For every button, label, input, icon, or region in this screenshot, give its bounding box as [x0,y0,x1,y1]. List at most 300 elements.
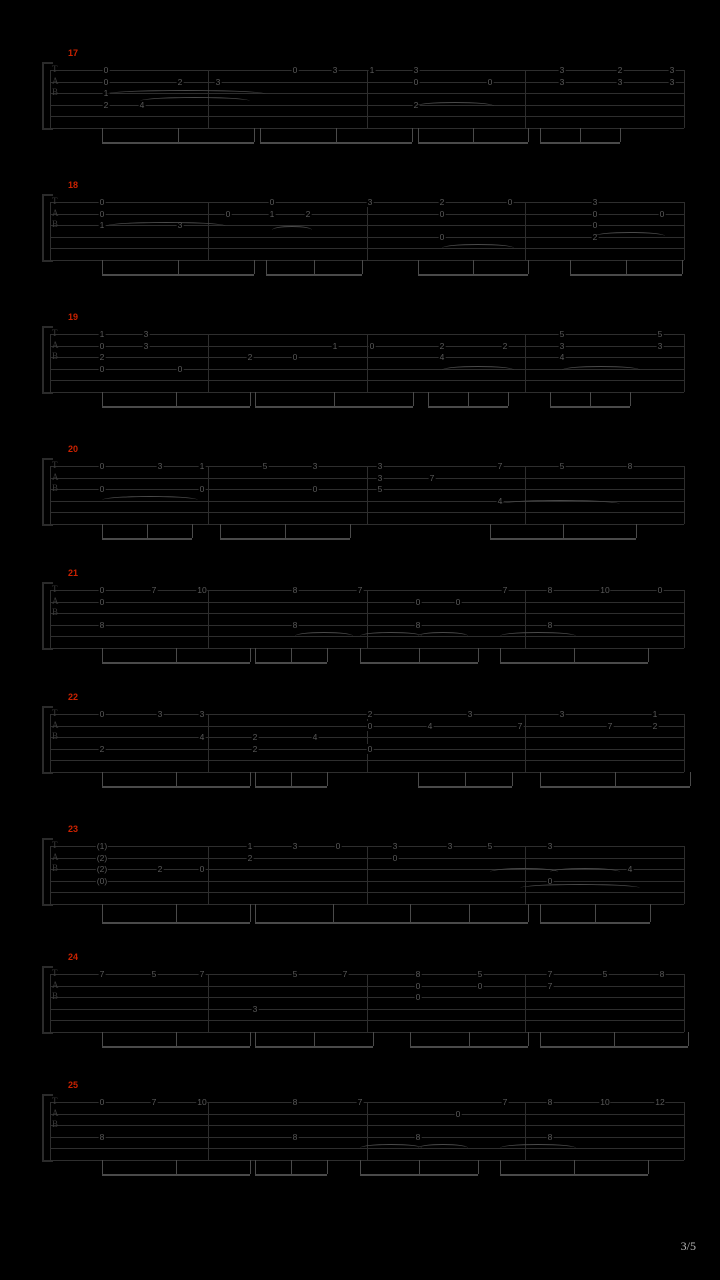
tab-note: 3 [559,340,565,351]
barline [684,1102,685,1160]
stem [250,904,251,923]
tab-clef-letter: B [52,1119,59,1129]
tab-note: 3 [559,76,565,87]
tab-note: 7 [502,585,508,595]
barline [50,590,51,648]
stem [528,904,529,923]
barline [367,70,368,128]
slur [102,496,198,504]
tab-note: 0 [99,363,105,374]
tab-note: 2 [252,732,258,742]
slur [416,102,494,110]
measure-number: 25 [68,1080,79,1090]
tab-note: 7 [607,720,613,731]
tab-note: 1 [99,220,105,230]
beam [418,142,528,144]
slur [490,868,558,876]
beam [255,1174,327,1176]
barline [50,974,51,1032]
tab-note: 2 [439,197,445,207]
tab-note: 8 [659,969,665,979]
tab-clef-letter: T [52,708,58,718]
tab-note: 3 [312,461,318,471]
tab-note: 7 [497,461,503,471]
barline [50,202,51,260]
beam [102,662,250,664]
tab-note: 0 [292,65,298,75]
measure-number: 21 [68,568,79,578]
tab-note: 0 [103,76,109,87]
stem [333,904,334,923]
stem [418,260,419,275]
tab-note: 3 [657,340,663,351]
tab-note: 4 [627,864,633,874]
tab-clef [52,708,62,768]
tab-note: 0 [99,461,105,471]
tab-note: 3 [447,841,453,851]
beam [102,786,250,788]
tab-note: 8 [292,619,298,630]
stem [102,524,103,539]
beam [418,274,528,276]
stem [550,392,551,407]
tab-note: 7 [547,969,553,979]
tab-system [36,692,684,802]
stem [176,904,177,923]
tab-note: 8 [547,1131,553,1142]
stem [574,648,575,663]
tab-clef-letter: T [52,196,58,206]
tab-note: 3 [617,76,623,87]
tab-note: 5 [602,969,608,979]
stem [291,772,292,787]
tab-note: 3 [377,472,383,483]
measure-number: 24 [68,952,79,962]
beam [102,1174,250,1176]
stem [410,904,411,923]
slur [418,1144,468,1152]
beam [266,274,362,276]
tab-note: 0 [477,980,483,991]
tab-note: (0) [96,875,108,886]
stem [512,772,513,787]
tab-note: 2 [592,231,598,242]
tab-note: 3 [177,220,183,230]
stem [178,128,179,143]
stem [473,128,474,143]
tab-note: 0 [415,992,421,1002]
beam [260,142,412,144]
tab-note: 0 [413,76,419,87]
tab-note: 0 [99,484,105,494]
tab-clef-letter: B [52,607,59,617]
beam [360,1174,478,1176]
tab-note: 0 [592,220,598,230]
barline [208,202,209,260]
beam [428,406,508,408]
tab-note: 8 [415,969,421,979]
tab-clef-letter: B [52,219,59,229]
barline [367,590,368,648]
barline [50,846,51,904]
tab-note: 3 [215,76,221,87]
tab-note: 3 [157,709,163,719]
tab-note: 7 [342,969,348,979]
stem [412,128,413,143]
tab-note: 7 [151,1097,157,1107]
tab-staff [50,460,684,520]
stem [102,1032,103,1047]
tab-clef-letter: T [52,840,58,850]
tab-note: 8 [627,461,633,471]
barline [525,202,526,260]
stem [334,392,335,407]
tab-clef-letter: T [52,460,58,470]
barline [50,466,51,524]
stem [595,904,596,923]
tab-note: 8 [547,619,553,630]
tab-note: 2 [252,743,258,754]
tab-note: 7 [357,1097,363,1107]
tab-system [36,180,684,290]
tab-note: 8 [292,585,298,595]
barline [367,974,368,1032]
stem [418,772,419,787]
tab-note: 5 [262,461,268,471]
tab-note: 0 [415,980,421,991]
stem [614,1032,615,1047]
beam [220,538,350,540]
tab-note: 4 [497,495,503,506]
stem [176,1160,177,1175]
barline [367,1102,368,1160]
slur [550,868,620,876]
stem [255,392,256,407]
tab-note: 7 [357,585,363,595]
slur [500,1144,576,1152]
tab-clef-letter: A [52,339,59,350]
stem [580,128,581,143]
stem [176,392,177,407]
tab-clef-letter: T [52,1096,58,1106]
tab-clef-letter: B [52,87,59,97]
tab-system [36,1080,684,1190]
tab-clef-letter: B [52,351,59,361]
staff-line [50,772,684,773]
tab-clef-letter: A [52,207,59,218]
tab-system [36,444,684,554]
tab-system [36,824,684,934]
tab-note: 4 [199,732,205,742]
tab-note: 7 [429,472,435,483]
tab-note: (1) [96,841,108,851]
stem [418,128,419,143]
tab-clef [52,64,62,124]
barline [684,974,685,1032]
beam [102,406,250,408]
stem [620,128,621,143]
tab-note: 2 [367,709,373,719]
tab-note: 4 [427,720,433,731]
tab-note: 0 [439,208,445,219]
stem [250,772,251,787]
beam [570,274,682,276]
tab-note: 2 [157,864,163,874]
barline [208,714,209,772]
stem [255,904,256,923]
tab-note: 0 [99,709,105,719]
barline [684,202,685,260]
barline [367,466,368,524]
stem [102,648,103,663]
stem [469,904,470,923]
tab-clef-letter: A [52,595,59,606]
barline [684,466,685,524]
tab-note: (2) [96,852,108,863]
stem [473,260,474,275]
tab-note: 0 [335,841,341,851]
tab-note: 1 [199,461,205,471]
tab-note: 10 [197,585,207,595]
stem [500,1160,501,1175]
stem [255,648,256,663]
tab-note: 8 [415,619,421,630]
tab-note: 0 [292,352,298,362]
beam [550,406,630,408]
barline [50,714,51,772]
stem [590,392,591,407]
tab-note: 2 [99,352,105,362]
tab-note: 3 [392,841,398,851]
staff-line [50,1032,684,1033]
tab-system [36,48,684,158]
tab-clef [52,1096,62,1156]
slur [418,632,468,640]
tab-note: 8 [99,1131,105,1142]
tab-note: 1 [99,329,105,339]
tab-note: 5 [151,969,157,979]
stem [563,524,564,539]
beam [102,274,254,276]
beam [418,786,512,788]
tab-note: 0 [99,585,105,595]
slur [106,222,226,230]
barline [525,974,526,1032]
tab-note: 10 [600,1097,610,1107]
barline [50,334,51,392]
stem [636,524,637,539]
tab-note: 0 [99,340,105,351]
tab-note: 8 [99,619,105,630]
beam [540,142,620,144]
stem [250,392,251,407]
staff-line [50,128,684,129]
slur [500,500,620,508]
tab-note: 2 [177,76,183,87]
stem [373,1032,374,1047]
barline [525,334,526,392]
barline [684,334,685,392]
tab-note: 3 [157,461,163,471]
tab-note: 1 [332,340,338,351]
tab-note: 3 [367,197,373,207]
beam [410,1046,528,1048]
stem [540,904,541,923]
barline [684,70,685,128]
tab-clef-letter: A [52,75,59,86]
tab-note: 0 [592,208,598,219]
stem [648,648,649,663]
tab-note: 7 [199,969,205,979]
stem [255,772,256,787]
tab-note: 3 [467,709,473,719]
stem [419,1160,420,1175]
stem [508,392,509,407]
tab-clef [52,584,62,644]
tab-note: 1 [269,208,275,219]
slur [520,884,640,892]
tab-note: 2 [99,743,105,754]
tab-clef [52,840,62,900]
stem [500,648,501,663]
measure-number: 18 [68,180,79,190]
tab-note: 5 [377,484,383,494]
stem [102,772,103,787]
tab-note: 7 [151,585,157,595]
tab-clef-letter: T [52,64,58,74]
staff-line [50,1160,684,1161]
beam [102,538,192,540]
stem [682,260,683,275]
barline [208,974,209,1032]
beam [360,662,478,664]
stem [350,524,351,539]
stem [255,1160,256,1175]
stem [176,1032,177,1047]
slur [595,232,665,240]
slur [442,244,514,252]
tab-note: 3 [592,197,598,207]
stem [260,128,261,143]
stem [428,392,429,407]
stem [528,1032,529,1047]
tab-clef [52,968,62,1028]
stem [291,648,292,663]
tab-clef-letter: T [52,328,58,338]
tab-note: 3 [413,65,419,75]
tab-note: 4 [312,732,318,742]
barline [367,846,368,904]
stem [220,524,221,539]
tab-note: 5 [559,329,565,339]
barline [525,466,526,524]
tab-note: 3 [669,76,675,87]
beam [540,922,650,924]
tab-note: 3 [252,1003,258,1014]
tab-clef-letter: A [52,719,59,730]
stem [468,392,469,407]
barline [208,846,209,904]
tab-note: 0 [199,484,205,494]
tab-note: 8 [292,1131,298,1142]
tab-note: 0 [659,208,665,219]
beam [102,922,250,924]
barline [208,334,209,392]
tab-clef-letter: A [52,1107,59,1118]
tab-clef-letter: B [52,991,59,1001]
beam [490,538,636,540]
barline [208,1102,209,1160]
tab-note: 4 [139,99,145,110]
stem [690,772,691,787]
stem [266,260,267,275]
stem [314,1032,315,1047]
tab-clef-letter: A [52,851,59,862]
slur [140,97,250,105]
stem [570,260,571,275]
tab-note: 2 [617,65,623,75]
tab-note: 2 [247,352,253,362]
stem [360,1160,361,1175]
stem [250,1160,251,1175]
tab-note: 12 [655,1097,665,1107]
tab-note: 1 [247,841,253,851]
beam [102,142,254,144]
stem [528,260,529,275]
tab-note: 3 [559,709,565,719]
stem [178,260,179,275]
tab-clef-letter: A [52,471,59,482]
beam [255,786,327,788]
tab-clef [52,196,62,256]
beam [102,1046,250,1048]
tab-note: (2) [96,864,108,874]
stem [254,128,255,143]
tab-note: 3 [143,340,149,351]
tab-note: 0 [99,596,105,607]
tab-note: 0 [269,197,275,207]
measure-number: 22 [68,692,79,702]
stem [102,392,103,407]
tab-note: 2 [439,340,445,351]
stem [490,524,491,539]
stem [688,1032,689,1047]
tab-note: 3 [199,709,205,719]
tab-note: 5 [657,329,663,339]
tab-note: 0 [657,585,663,595]
barline [367,202,368,260]
tab-note: 0 [99,197,105,207]
stem [291,1160,292,1175]
beam [540,1046,688,1048]
tab-note: 0 [455,596,461,607]
measure-number: 20 [68,444,79,454]
tab-note: 10 [600,585,610,595]
tab-system [36,312,684,422]
beam [500,662,648,664]
tab-note: 0 [439,231,445,242]
beam [410,922,528,924]
tab-note: 4 [559,352,565,362]
stem [327,648,328,663]
barline [684,846,685,904]
stem [419,648,420,663]
staff-line [50,648,684,649]
tab-clef-letter: A [52,979,59,990]
stem [650,904,651,923]
stem [478,648,479,663]
tab-staff [50,968,684,1028]
